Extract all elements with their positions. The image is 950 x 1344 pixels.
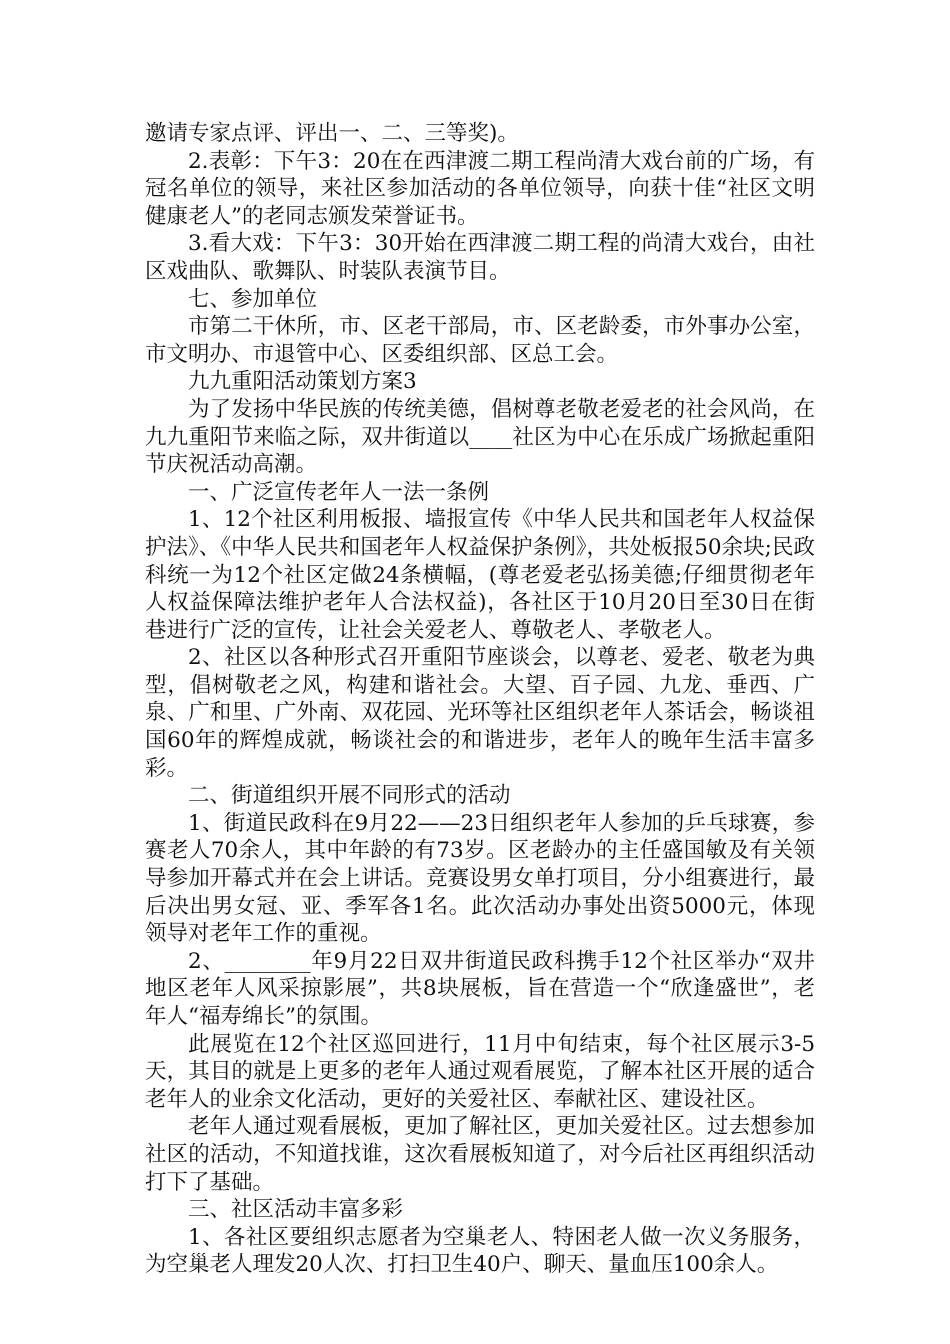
paragraph-participating-units: 市第二干休所，市、区老干部局，市、区老龄委，市外事办公室，市文明办、市退管中心、区委组织部、区总工会。: [145, 314, 815, 367]
heading-participating-units: 七、参加单位: [188, 286, 318, 312]
paragraph-section-2-item-1: 1、街道民政科在9月22——23日组织老年人参加的乒乓球赛，参赛老人70余人，其中年龄的有73岁。区老龄办的主任盛国敏及有关领导参加开幕式并在会上讲话。竞赛设男女单打项目，分小组赛进行，最后决出男女冠、亚、季军各1名。此次活动办事处出资5000元，体现领导对老年工作的重视。: [145, 810, 815, 947]
paragraph-section-3-item-1: 1、各社区要组织志愿者为空巢老人、特困老人做一次义务服务，为空巢老人理发20人次、打扫卫生40户、聊天、量血压100余人。: [145, 1224, 815, 1278]
paragraph-section-2-item-2: 2、________年9月22日双井街道民政科携手12个社区举办“双井地区老年人风采掠影展”，共8块展板，旨在营造一个“欣逢盛世”，老年人“福寿绵长”的氛围。: [145, 948, 815, 1029]
paragraph-continuation: 邀请专家点评、评出一、二、三等奖)。: [145, 121, 519, 146]
paragraph-section-1-item-2: 2、社区以各种形式召开重阳节座谈会，以尊老、爱老、敬老为典型，倡树敬老之风，构建和谐社会。大望、百子园、九龙、垂西、广泉、广和里、广外南、双花园、光环等社区组织老年人茶话会，畅谈祖国60年的辉煌成就，畅谈社会的和谐进步，老年人的晚年生活丰富多彩。: [145, 645, 815, 781]
document-page: [145, 120, 815, 1279]
paragraph-commendation: 2.表彰：下午3：20在在西津渡二期工程尚清大戏台前的广场，有冠名单位的领导，来社区参加活动的各单位领导，向获十佳“社区文明健康老人”的老同志颁发荣誉证书。: [145, 148, 815, 229]
paragraph-exhibition-effect: 老年人通过观看展板，更加了解社区，更加关爱社区。过去想参加社区的活动，不知道找谁，这次看展板知道了，对今后社区再组织活动打下了基础。: [145, 1114, 815, 1195]
paragraph-exhibition: 此展览在12个社区巡回进行，11月中旬结束，每个社区展示3-5天，其目的就是上更多的老年人通过观看展览，了解本社区开展的适合老年人的业余文化活动，更好的关爱社区、奉献社区、建设社区。: [145, 1031, 815, 1112]
paragraph-section-1-item-1: 1、12个社区利用板报、墙报宣传《中华人民共和国老年人权益保护法》、《中华人民共和国老年人权益保护条例》，共处板报50余块;民政科统一为12个社区定做24条横幅，(尊老爱老弘扬美德;仔细贯彻老年人权益保障法维护老年人合法权益)，各社区于10月20日至30日在街巷进行广泛的宣传，让社会关爱老人、尊敬老人、孝敬老人。: [145, 507, 815, 643]
heading-section-1: 一、广泛宣传老年人一法一条例: [188, 479, 490, 505]
heading-section-3: 三、社区活动丰富多彩: [188, 1197, 404, 1223]
paragraph-plan-3-intro: 为了发扬中华民族的传统美德，倡树尊老敬老爱老的社会风尚，在九九重阳节来临之际，双井街道以____社区为中心在乐成广场掀起重阳节庆祝活动高潮。: [145, 396, 815, 478]
heading-plan-3: 九九重阳活动策划方案3: [188, 369, 417, 395]
paragraph-opera: 3.看大戏：下午3：30开始在西津渡二期工程的尚清大戏台，由社区戏曲队、歌舞队、时装队表演节目。: [145, 231, 815, 284]
heading-section-2: 二、街道组织开展不同形式的活动: [188, 783, 511, 809]
